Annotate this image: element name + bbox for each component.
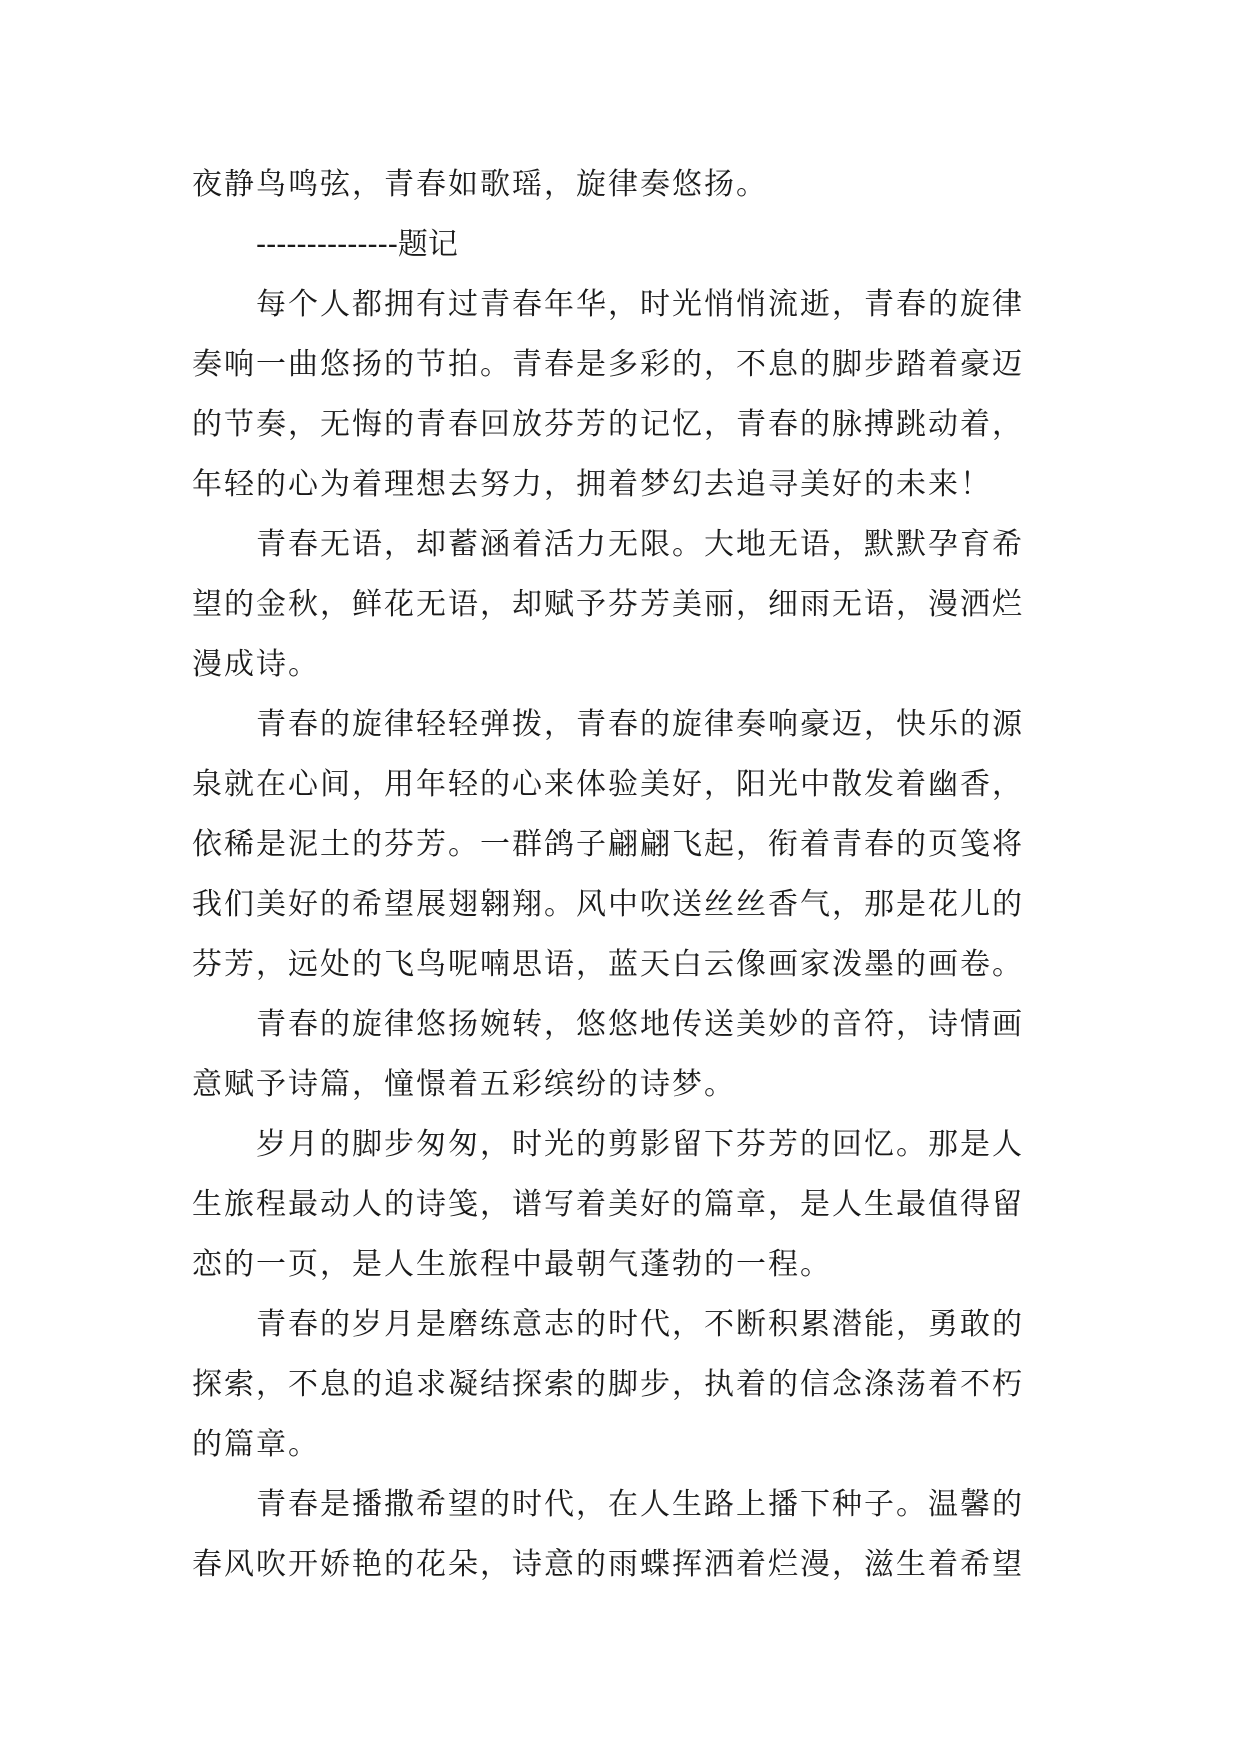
text-line: 岁月的脚步匆匆，时光的剪影留下芬芳的回忆。那是人 — [256, 1127, 1024, 1162]
text-line: 芬芳，远处的飞鸟呢喃思语，蓝天白云像画家泼墨的画卷。 — [192, 947, 1024, 982]
inscription-line: --------------题记 — [256, 227, 458, 262]
text-line: 青春的岁月是磨练意志的时代，不断积累潜能，勇敢的 — [256, 1307, 1024, 1342]
text-line: 恋的一页，是人生旅程中最朝气蓬勃的一程。 — [192, 1247, 832, 1282]
essay-body — [192, 155, 1092, 1595]
text-line: 夜静鸟鸣弦，青春如歌瑶，旋律奏悠扬。 — [192, 167, 768, 202]
text-line: 生旅程最动人的诗笺，谱写着美好的篇章，是人生最值得留 — [192, 1187, 1024, 1222]
text-line: 泉就在心间，用年轻的心来体验美好，阳光中散发着幽香， — [192, 767, 1024, 802]
text-line: 漫成诗。 — [192, 647, 320, 682]
text-line: 探索，不息的追求凝结探索的脚步，执着的信念涤荡着不朽 — [192, 1367, 1024, 1402]
text-line: 青春的旋律悠扬婉转，悠悠地传送美妙的音符，诗情画 — [256, 1007, 1024, 1042]
text-line: 望的金秋，鲜花无语，却赋予芬芳美丽，细雨无语，漫洒烂 — [192, 587, 1024, 622]
text-line: 依稀是泥土的芬芳。一群鸽子翩翩飞起，衔着青春的页笺将 — [192, 827, 1024, 862]
text-line: 年轻的心为着理想去努力，拥着梦幻去追寻美好的未来！ — [192, 467, 992, 502]
text-line: 青春的旋律轻轻弹拨，青春的旋律奏响豪迈，快乐的源 — [256, 707, 1024, 742]
text-line: 春风吹开娇艳的花朵，诗意的雨蝶挥洒着烂漫，滋生着希望 — [192, 1547, 1024, 1582]
text-line: 每个人都拥有过青春年华，时光悄悄流逝，青春的旋律 — [256, 287, 1024, 322]
text-line: 奏响一曲悠扬的节拍。青春是多彩的，不息的脚步踏着豪迈 — [192, 347, 1024, 382]
text-line: 意赋予诗篇，憧憬着五彩缤纷的诗梦。 — [192, 1067, 736, 1102]
text-line: 我们美好的希望展翅翱翔。风中吹送丝丝香气，那是花儿的 — [192, 887, 1024, 922]
text-line: 青春是播撒希望的时代，在人生路上播下种子。温馨的 — [256, 1487, 1024, 1522]
text-line: 的节奏，无悔的青春回放芬芳的记忆，青春的脉搏跳动着， — [192, 407, 1024, 442]
text-line: 的篇章。 — [192, 1427, 320, 1462]
text-line: 青春无语，却蓄涵着活力无限。大地无语，默默孕育希 — [256, 527, 1024, 562]
